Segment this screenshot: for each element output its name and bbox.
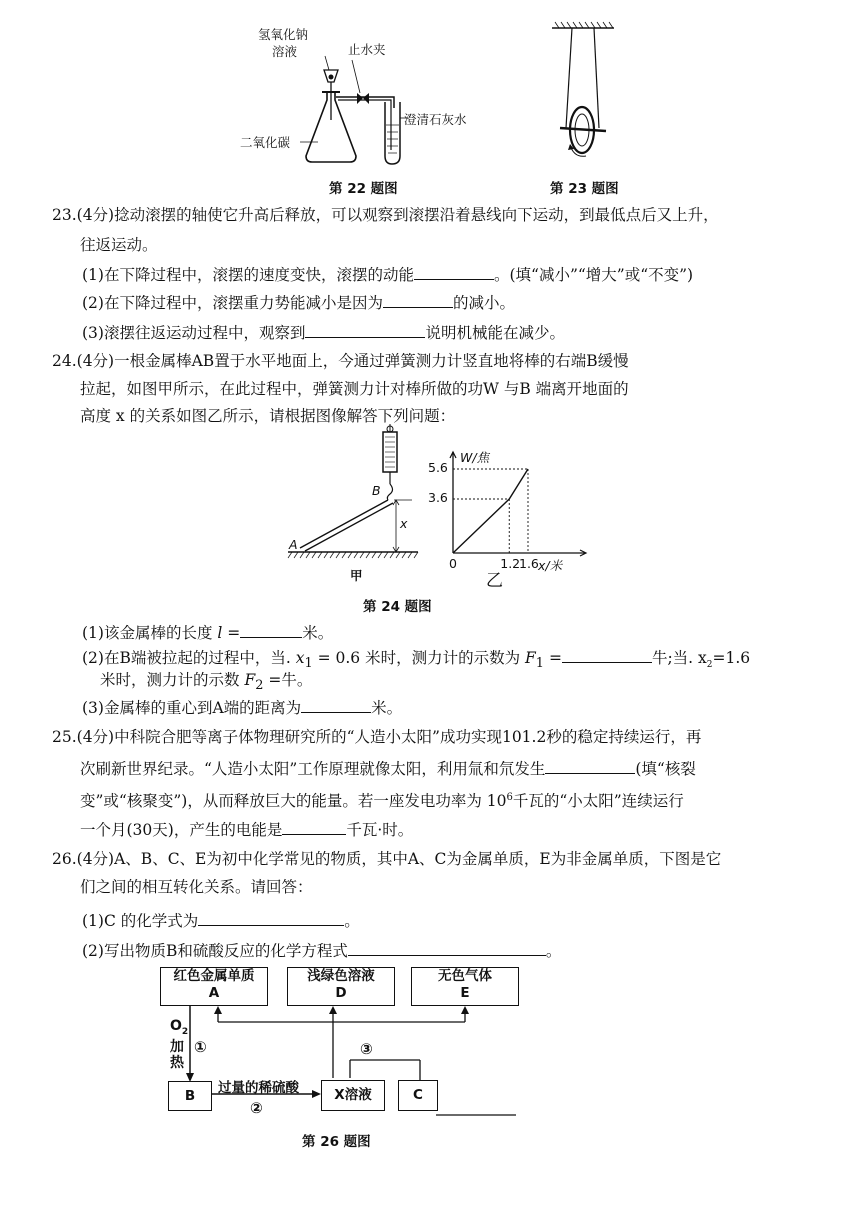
q24-stem-line2: 拉起，如图甲所示，在此过程中，弹簧测力计对棒所做的功W 与B 端离开地面的 (80, 380, 629, 398)
fig26-label-heat2: 热 (170, 1055, 184, 1071)
fig22-caption: 第 22 题图 (329, 181, 398, 197)
chart-x-tick-0: 0 (449, 556, 457, 571)
fig26-box-X: X溶液 (321, 1080, 385, 1111)
q26-part1: (1)C 的化学式为 。 (82, 912, 360, 930)
q23-part2: (2)在下降过程中，滚摆重力势能减小是因为 的减小。 (82, 294, 515, 312)
fig26-box-B: B (168, 1081, 212, 1111)
chart-x-tick-1-6: 1.6 (519, 556, 539, 571)
chart-x-tick-1-2: 1.2 (500, 556, 521, 571)
fig26-box-A: 红色金属单质 A (160, 967, 268, 1006)
fig26-caption: 第 26 题图 (302, 1134, 371, 1150)
fig26-step3: ③ (360, 1040, 373, 1058)
fig23-caption: 第 23 题图 (550, 181, 619, 197)
q24-stem-line3: 高度 x 的关系如图乙所示，请根据图像解答下列问题： (80, 407, 456, 425)
fig22-label-co2: 二氧化碳 (240, 135, 291, 150)
q26-line1: 26.(4分)A、B、C、E为初中化学常见的物质，其中A、C为金属单质，E为非金属单质，下图是它 (52, 850, 722, 868)
chart-y-tick-5-6: 5.6 (428, 460, 448, 475)
q25-line2: 次刷新世界纪录。“人造小太阳”工作原理就像太阳，利用氚和氘发生 (填“核裂 (80, 760, 696, 778)
fig26-step2: ② (250, 1099, 263, 1117)
fig26-label-o2: $O_2$ (170, 1018, 189, 1037)
chart-y-tick-3-6: 3.6 (428, 490, 448, 505)
q24-part2: (2)在B端被拉起的过程中，当. $x_1 = 0.6$ 米时，测力计的示数为 $F_1$ = 牛;当. $x_2=1.6$ (82, 649, 751, 672)
q23-stem-line2: 往返运动。 (80, 236, 158, 254)
q26-line2: 们之间的相互转化关系。请回答： (80, 878, 313, 896)
fig24-caption: 第 24 题图 (363, 599, 432, 615)
fig22-label-solution: 溶液 (272, 44, 298, 59)
fig26-box-E: 无色气体 E (411, 967, 519, 1006)
q23-part1: (1)在下降过程中，滚摆的速度变快，滚摆的动能 。(填“减小”“增大”或“不变”) (82, 266, 694, 284)
q24-part2-cont: 米时，测力计的示数 $F_2$ =牛。 (100, 671, 313, 694)
fig24-label-B: B (372, 483, 381, 498)
fig24-label-A: A (289, 537, 298, 552)
fig24-label-yi: 乙 (486, 571, 503, 591)
q24-stem-line1: 24.(4分)一根金属棒AB置于水平地面上，今通过弹簧测力计竖直地将棒的右端B缓慢 (52, 352, 629, 370)
chart-x-label: x/米 (538, 558, 563, 573)
fig26-box-C: C (398, 1080, 438, 1111)
fig26-box-D: 浅绿色溶液 D (287, 967, 395, 1006)
q24-part1: (1)该金属棒的长度 l = 米。 (82, 624, 334, 642)
q25-line3: 变”或“核聚变”)，从而释放巨大的能量。若一座发电功率为 $10^6$千瓦的“小太阳”连续运行 (80, 792, 684, 811)
fig22-label-limewater: 澄清石灰水 (404, 112, 467, 127)
q24-part3: (3)金属棒的重心到A端的距离为 米。 (82, 699, 403, 717)
q25-line4: 一个月(30天)，产生的电能是 千瓦·时。 (80, 821, 414, 839)
q23-stem-line1: 23.(4分)捻动滚摆的轴使它升高后释放，可以观察到滚摆沿着悬线向下运动，到最低点后又上升， (52, 206, 719, 224)
chart-y-label: W/焦 (460, 450, 490, 465)
fig24-label-jia: 甲 (350, 568, 363, 583)
q26-part2: (2)写出物质B和硫酸反应的化学方程式 。 (82, 942, 562, 960)
q23-part3: (3)滚摆往返运动过程中，观察到 说明机械能在减少。 (82, 324, 565, 342)
fig26-label-heat1: 加 (170, 1039, 184, 1055)
q25-line1: 25.(4分)中科院合肥等离子体物理研究所的“人造小太阳”成功实现101.2秒的稳定持续运行，再 (52, 728, 702, 746)
fig26-label-acid: 过量的稀硫酸 (218, 1080, 299, 1096)
fig22-label-naoh: 氢氧化钠 (258, 27, 309, 42)
fig24-label-x: x (400, 516, 408, 531)
fig26-step1: ① (194, 1038, 207, 1056)
fig22-label-clamp: 止水夹 (348, 42, 386, 57)
